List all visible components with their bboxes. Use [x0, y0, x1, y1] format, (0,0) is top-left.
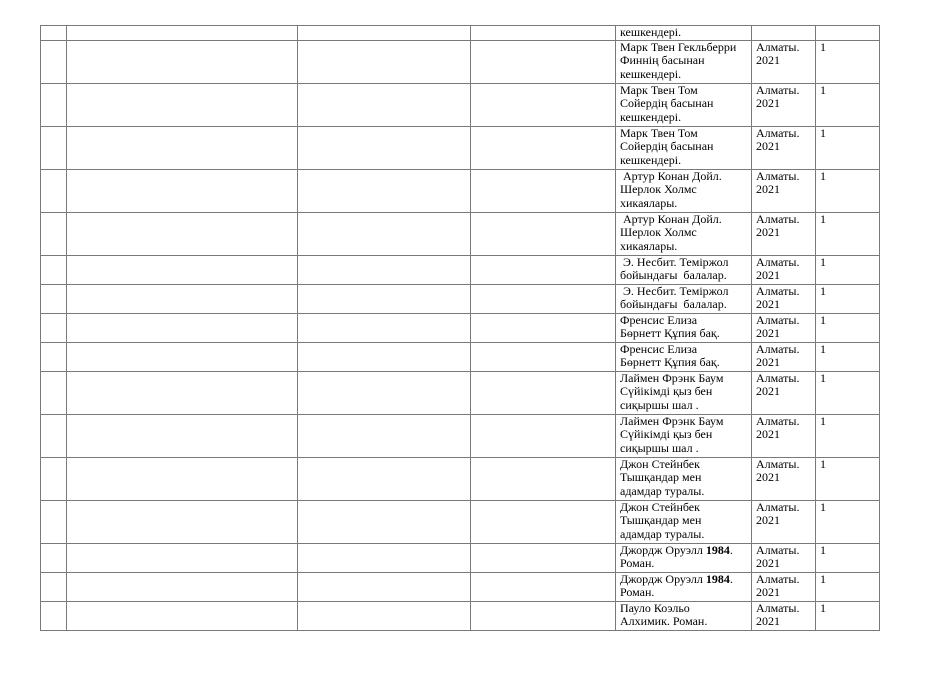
cell-number — [41, 26, 67, 41]
title-line: Сүйікімді қыз бен — [620, 427, 713, 442]
cell-quantity: 1 — [816, 414, 880, 457]
cell-number — [41, 169, 67, 212]
cell-empty — [298, 457, 471, 500]
cell-empty — [298, 212, 471, 255]
title-line: Джон Стейнбек — [620, 457, 700, 471]
publisher-city: Алматы. — [756, 601, 800, 615]
cell-publisher — [752, 126, 816, 169]
title-rest: . Роман. — [620, 572, 733, 600]
cell-empty — [471, 26, 616, 41]
cell-number — [41, 40, 67, 83]
title-line: Шерлок Холмс — [620, 182, 697, 197]
table-row — [41, 457, 880, 500]
title-line: сиқыршы шал . — [620, 440, 699, 455]
title-line: адамдар туралы. — [620, 526, 705, 541]
publisher-city: Алматы. — [756, 284, 800, 298]
cell-empty — [471, 500, 616, 543]
publisher-year: 2021 — [756, 139, 780, 154]
cell-empty — [471, 572, 616, 601]
title-line: кешкендері. — [620, 152, 682, 167]
cell-title — [616, 457, 752, 500]
cell-empty — [298, 601, 471, 630]
publisher-city: Алматы. — [756, 414, 800, 428]
table-row — [41, 313, 880, 342]
cell-empty — [298, 342, 471, 371]
table-row — [41, 169, 880, 212]
cell-empty — [67, 83, 298, 126]
title-line: Э. Несбит. Теміржол — [620, 284, 729, 298]
table-row — [41, 284, 880, 313]
cell-empty — [67, 40, 298, 83]
cell-quantity: 1 — [816, 457, 880, 500]
cell-quantity: 1 — [816, 126, 880, 169]
cell-title — [616, 212, 752, 255]
table-row — [41, 342, 880, 371]
cell-publisher — [752, 212, 816, 255]
cell-empty — [67, 543, 298, 572]
cell-quantity: 1 — [816, 543, 880, 572]
cell-title — [616, 83, 752, 126]
publisher-city: Алматы. — [756, 313, 800, 327]
title-line: Джон Стейнбек — [620, 500, 700, 514]
title-line: Бөрнетт Құпия бақ. — [620, 355, 720, 370]
cell-empty — [298, 26, 471, 41]
title-author: Джордж Оруэлл — [620, 572, 706, 586]
cell-publisher — [752, 342, 816, 371]
publisher-city: Алматы. — [756, 500, 800, 514]
cell-number — [41, 255, 67, 284]
table-row — [41, 500, 880, 543]
cell-empty — [471, 313, 616, 342]
title-line: кешкендері. — [620, 109, 682, 124]
cell-publisher — [752, 169, 816, 212]
publisher-year: 2021 — [756, 427, 780, 442]
cell-publisher — [752, 500, 816, 543]
cell-empty — [298, 414, 471, 457]
cell-quantity: 1 — [816, 255, 880, 284]
title-bold-number: 1984 — [705, 572, 730, 586]
title-line: Тышқандар мен — [620, 470, 702, 485]
cell-title — [616, 543, 752, 572]
title-line: Лаймен Фрэнк Баум — [620, 371, 724, 385]
publisher-city: Алматы. — [756, 457, 800, 471]
table-row — [41, 371, 880, 414]
publisher-year: 2021 — [756, 355, 780, 370]
cell-empty — [471, 83, 616, 126]
cell-publisher — [752, 83, 816, 126]
cell-empty — [67, 169, 298, 212]
publisher-year: 2021 — [756, 297, 780, 312]
title-line: Пауло Коэльо — [620, 601, 690, 615]
title-line: Шерлок Холмс — [620, 225, 697, 240]
cell-title — [616, 40, 752, 83]
title-line: бойындағы балалар. — [620, 297, 727, 312]
cell-empty — [298, 169, 471, 212]
cell-empty — [298, 371, 471, 414]
cell-empty — [298, 313, 471, 342]
cell-quantity: 1 — [816, 572, 880, 601]
cell-number — [41, 313, 67, 342]
publisher-year: 2021 — [756, 384, 780, 399]
cell-empty — [298, 572, 471, 601]
table-row — [41, 414, 880, 457]
title-line: Финнің басынан — [620, 53, 705, 68]
publisher-year: 2021 — [756, 513, 780, 528]
title-rest: . Роман. — [620, 543, 733, 571]
cell-empty — [67, 26, 298, 41]
table-row — [41, 126, 880, 169]
title-line: Сойердің басынан — [620, 139, 714, 154]
cell-number — [41, 543, 67, 572]
title-line: Бөрнетт Құпия бақ. — [620, 326, 720, 341]
cell-publisher — [752, 371, 816, 414]
cell-empty — [298, 40, 471, 83]
title-line: Марк Твен Гекльберри — [620, 40, 737, 54]
cell-publisher — [752, 313, 816, 342]
cell-empty — [67, 342, 298, 371]
cell-quantity — [816, 26, 880, 41]
cell-empty — [298, 284, 471, 313]
cell-empty — [67, 457, 298, 500]
cell-quantity: 1 — [816, 284, 880, 313]
publisher-year: 2021 — [756, 585, 780, 600]
publisher-city: Алматы. — [756, 371, 800, 385]
table-row — [41, 255, 880, 284]
title-line: кешкендері. — [620, 66, 682, 81]
cell-empty — [471, 126, 616, 169]
cell-publisher — [752, 255, 816, 284]
publisher-city: Алматы. — [756, 126, 800, 140]
publisher-year: 2021 — [756, 470, 780, 485]
cell-empty — [471, 40, 616, 83]
title-line: бойындағы балалар. — [620, 268, 727, 283]
cell-number — [41, 414, 67, 457]
title-line: Алхимик. Роман. — [620, 614, 708, 629]
cell-publisher — [752, 457, 816, 500]
cell-title — [616, 342, 752, 371]
cell-quantity: 1 — [816, 500, 880, 543]
title-line: Э. Несбит. Теміржол — [620, 255, 729, 269]
publisher-year: 2021 — [756, 326, 780, 341]
title-line: Артур Конан Дойл. — [620, 169, 722, 183]
title-line: Артур Конан Дойл. — [620, 212, 722, 226]
cell-quantity: 1 — [816, 212, 880, 255]
cell-quantity: 1 — [816, 40, 880, 83]
cell-title — [616, 255, 752, 284]
cell-title — [616, 601, 752, 630]
cell-quantity: 1 — [816, 313, 880, 342]
cell-empty — [298, 543, 471, 572]
cell-publisher — [752, 601, 816, 630]
table-row — [41, 83, 880, 126]
publisher-city: Алматы. — [756, 342, 800, 356]
cell-title — [616, 313, 752, 342]
cell-number — [41, 83, 67, 126]
table-row — [41, 212, 880, 255]
table-row-partial — [41, 26, 880, 41]
cell-empty — [67, 255, 298, 284]
title-line: хикаялары. — [620, 195, 678, 210]
title-bold-number: 1984 — [705, 543, 730, 557]
publisher-city: Алматы. — [756, 169, 800, 183]
cell-publisher — [752, 284, 816, 313]
cell-empty — [298, 500, 471, 543]
cell-empty — [67, 126, 298, 169]
table-row — [41, 601, 880, 630]
cell-number — [41, 457, 67, 500]
publisher-year: 2021 — [756, 96, 780, 111]
publisher-year: 2021 — [756, 268, 780, 283]
cell-publisher — [752, 572, 816, 601]
title-line: сиқыршы шал . — [620, 397, 699, 412]
table-body — [41, 26, 880, 631]
publisher-city: Алматы. — [756, 212, 800, 226]
publisher-city: Алматы. — [756, 40, 800, 54]
cell-empty — [471, 543, 616, 572]
cell-title — [616, 572, 752, 601]
cell-title: кешкендері. — [616, 26, 752, 41]
title-line: Тышқандар мен — [620, 513, 702, 528]
title-line: Марк Твен Том — [620, 126, 698, 140]
cell-empty — [471, 284, 616, 313]
cell-number — [41, 572, 67, 601]
cell-number — [41, 601, 67, 630]
publisher-year: 2021 — [756, 53, 780, 68]
cell-empty — [471, 255, 616, 284]
cell-empty — [298, 126, 471, 169]
cell-number — [41, 371, 67, 414]
publisher-year: 2021 — [756, 182, 780, 197]
cell-quantity: 1 — [816, 342, 880, 371]
cell-quantity: 1 — [816, 371, 880, 414]
table-row — [41, 40, 880, 83]
cell-empty — [67, 371, 298, 414]
cell-empty — [67, 212, 298, 255]
title-line: Сүйікімді қыз бен — [620, 384, 713, 399]
cell-publisher — [752, 26, 816, 41]
cell-empty — [471, 212, 616, 255]
title-author: Джордж Оруэлл — [620, 543, 706, 557]
cell-empty — [298, 83, 471, 126]
cell-number — [41, 342, 67, 371]
cell-publisher — [752, 40, 816, 83]
cell-title — [616, 284, 752, 313]
cell-empty — [67, 500, 298, 543]
book-list-table — [40, 25, 880, 631]
publisher-city: Алматы. — [756, 572, 800, 586]
cell-number — [41, 284, 67, 313]
cell-empty — [298, 255, 471, 284]
cell-title — [616, 414, 752, 457]
cell-publisher — [752, 414, 816, 457]
cell-number — [41, 126, 67, 169]
cell-empty — [67, 414, 298, 457]
title-line: Марк Твен Том — [620, 83, 698, 97]
cell-publisher — [752, 543, 816, 572]
title-line: хикаялары. — [620, 238, 678, 253]
cell-empty — [67, 313, 298, 342]
cell-quantity: 1 — [816, 601, 880, 630]
cell-empty — [67, 572, 298, 601]
title-line: адамдар туралы. — [620, 483, 705, 498]
title-line: Френсис Елиза — [620, 313, 698, 327]
publisher-year: 2021 — [756, 614, 780, 629]
cell-empty — [471, 342, 616, 371]
cell-title — [616, 126, 752, 169]
cell-title — [616, 169, 752, 212]
title-line: Лаймен Фрэнк Баум — [620, 414, 724, 428]
cell-empty — [471, 601, 616, 630]
cell-empty — [67, 601, 298, 630]
cell-empty — [471, 371, 616, 414]
publisher-city: Алматы. — [756, 543, 800, 557]
cell-number — [41, 500, 67, 543]
table-row — [41, 543, 880, 572]
cell-empty — [471, 169, 616, 212]
publisher-city: Алматы. — [756, 83, 800, 97]
title-line: Френсис Елиза — [620, 342, 698, 356]
cell-quantity: 1 — [816, 83, 880, 126]
cell-title — [616, 500, 752, 543]
publisher-year: 2021 — [756, 225, 780, 240]
cell-empty — [471, 457, 616, 500]
cell-quantity: 1 — [816, 169, 880, 212]
cell-empty — [67, 284, 298, 313]
cell-title — [616, 371, 752, 414]
publisher-city: Алматы. — [756, 255, 800, 269]
cell-empty — [471, 414, 616, 457]
publisher-year: 2021 — [756, 556, 780, 571]
cell-number — [41, 212, 67, 255]
table-row — [41, 572, 880, 601]
title-line: Сойердің басынан — [620, 96, 714, 111]
